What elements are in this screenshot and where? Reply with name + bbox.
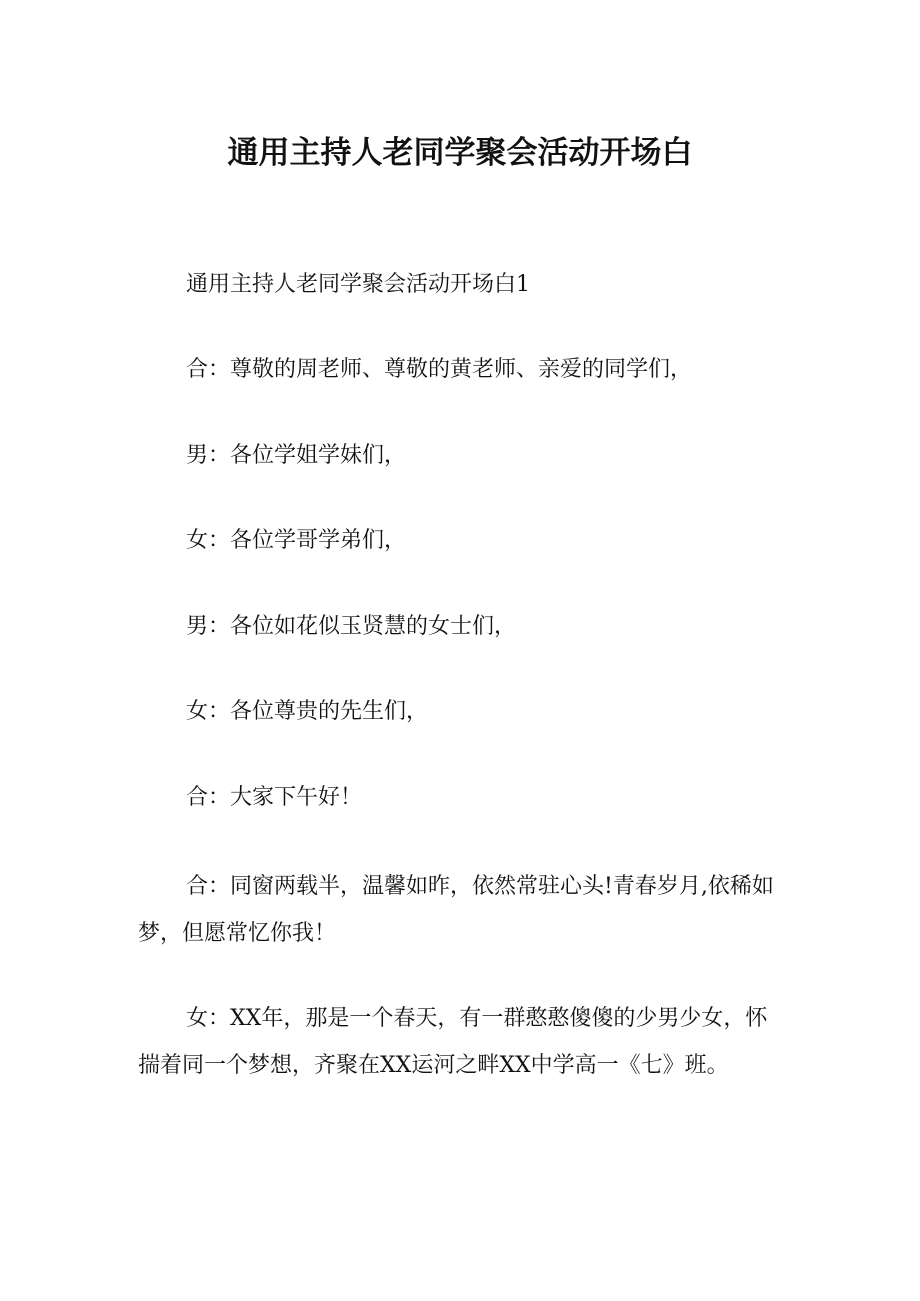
section-heading: 通用主持人老同学聚会活动开场白1	[186, 272, 530, 297]
paragraph: 合：尊敬的周老师、尊敬的黄老师、亲爱的同学们，	[186, 357, 693, 382]
paragraph: 男：各位如花似玉贤慧的女士们，	[186, 614, 517, 639]
document-title: 通用主持人老同学聚会活动开场白	[227, 135, 693, 171]
paragraph: 合：同窗两载半，温馨如昨，依然常驻心头!青春岁月,依稀如梦，但愿常忆你我！	[138, 874, 774, 946]
paragraph: 男：各位学姐学妹们，	[186, 443, 407, 468]
paragraph: 女：XX年，那是一个春天，有一群憨憨傻傻的少男少女，怀揣着同一个梦想，齐聚在XX运河之畔XX中学高一《七》班。	[138, 1006, 768, 1078]
paragraph: 女：各位学哥学弟们，	[186, 528, 407, 553]
paragraph: 女：各位尊贵的先生们，	[186, 699, 429, 724]
paragraph: 合：大家下午好！	[186, 785, 363, 810]
